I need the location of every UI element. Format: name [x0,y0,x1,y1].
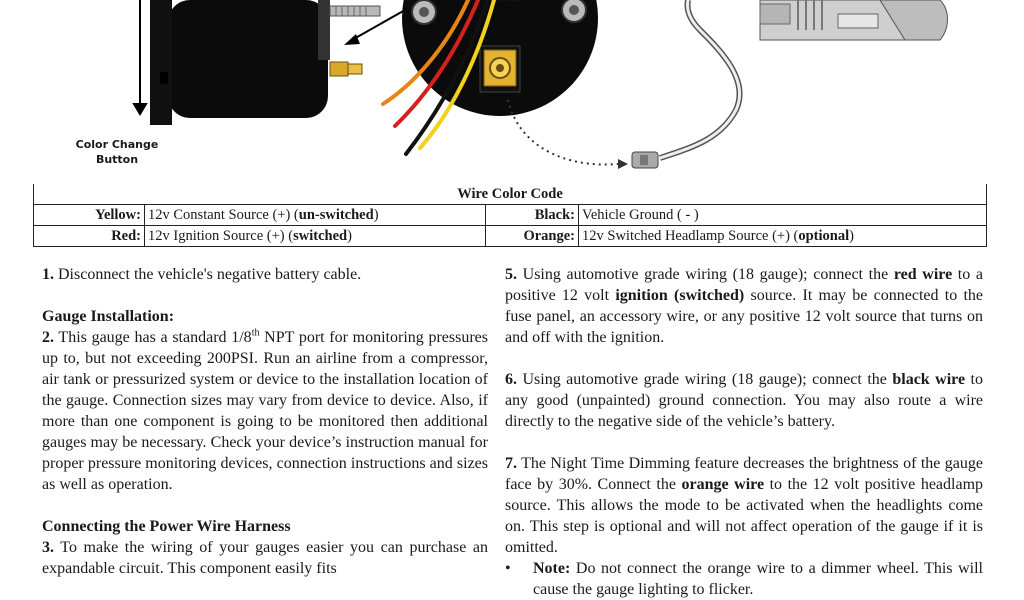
air-compressor [760,0,948,40]
gauge-back-view [395,0,605,116]
note-bullet: • Note: Do not connect the orange wire to a dimmer wheel. This will cause the gauge lighting to flicker. [505,560,983,598]
wire-desc-orange: 12v Switched Headlamp Source (+) (optional) [579,226,987,247]
step-3: 3. To make the wiring of your gauges easier you can purchase an expandable circuit. This component easily fits [42,539,488,577]
bullet-icon: • [505,560,511,577]
heading-gauge-installation: Gauge Installation: [42,308,175,325]
wire-desc-red: 12v Ignition Source (+) (switched) [145,226,486,247]
heading-power-wire-harness: Connecting the Power Wire Harness [42,518,291,535]
table-row [34,226,987,247]
step-2: 2. This gauge has a standard 1/8th NPT port for monitoring pressures up to, but not exceeding 200PSI. Run an airline from a compressor, air tank or pressurized system or device to the installation location of the gauge. Connection sizes may vary from device to device. Also, if more than one component is going to be monitored then additional gauges may be necessary. Check your device’s instruction manual for proper pressure monitoring devices, connection instructions and sizes as well as operation. [42,327,489,493]
step-1: 1. Disconnect the vehicle's negative battery cable. [42,266,362,283]
wire-label-black: Black: [486,205,579,226]
depth-arrow [134,0,146,114]
wire-desc-yellow: 12v Constant Source (+) (un-switched) [145,205,486,226]
callout-line-1: Color Change [75,138,159,151]
step-7: 7. The Night Time Dimming feature decreases the brightness of the gauge face by 30%. Connect the orange wire to the 12 volt positive headlamp source. This allows the mode to be activated when the headlights come on. This step is optional and will not affect operation of the gauge if it is omitted. [505,455,984,556]
wire-label-red: Red: [34,226,145,247]
wire-color-code-table [33,184,987,247]
wire-label-yellow: Yellow: [34,205,145,226]
table-title: Wire Color Code [34,184,987,205]
callout-line-2: Button [95,153,139,166]
color-change-button-callout [62,137,172,167]
wire-desc-black: Vehicle Ground ( - ) [579,205,987,226]
instructions-right-column [505,264,983,600]
step-6: 6. Using automotive grade wiring (18 gauge); connect the black wire to any good (unpainted) ground connection. You may also route a wire directly to the negative side of the vehicle’s battery. [505,371,983,430]
table-row [34,205,987,226]
wire-label-orange: Orange: [486,226,579,247]
instructions-left-column [42,264,488,579]
airline-tube [632,0,740,168]
step-5: 5. Using automotive grade wiring (18 gauge); connect the red wire to a positive 12 volt ignition (switched) source. It may be connected to the fuse panel, an accessory wire, or any positive 12 volt source that turns on and off with the ignition. [505,266,983,346]
gauge-side-view [150,0,380,125]
